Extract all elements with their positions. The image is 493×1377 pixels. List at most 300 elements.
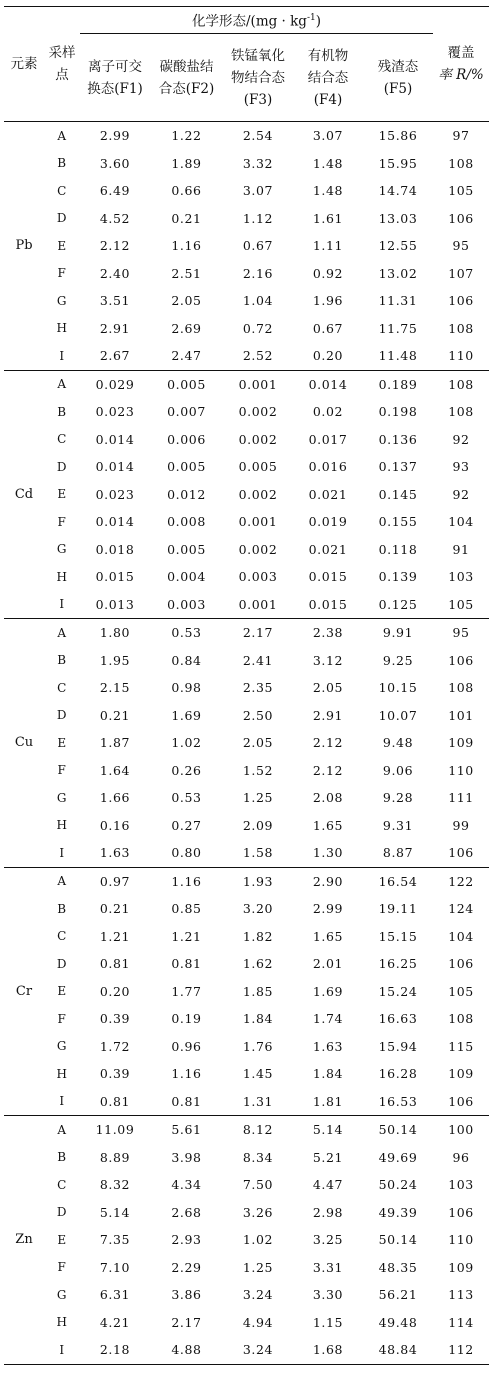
site-cell: F [57,266,67,281]
table-row [4,342,489,370]
col-header-f3 [223,34,293,122]
f3-cell: 1.25 [242,790,274,806]
f5-cell: 19.11 [378,901,418,917]
f1-cell: 0.21 [99,901,131,917]
f4-cell: 2.98 [312,1204,344,1220]
f2-cell: 1.22 [171,128,202,144]
coverage-cell: 109 [448,1259,474,1275]
site-cell: D [56,1205,68,1220]
site-cell: D [56,956,68,971]
f4-cell: 0.014 [293,370,363,398]
f5-cell: 49.48 [378,1314,418,1330]
f3-cell: 1.02 [242,1232,274,1248]
f3-cell: 1.58 [242,845,274,861]
f1-cell: 4.21 [99,1314,131,1330]
table-row [4,122,489,150]
f2-cell: 1.77 [171,983,202,999]
coverage-cell: 99 [452,817,470,833]
f3-cell: 3.20 [242,901,274,917]
coverage-cell: 114 [448,1314,474,1330]
f3-cell: 1.62 [242,956,274,972]
site-cell: C [57,432,67,447]
coverage-cell: 100 [433,1116,489,1144]
f5-cell: 50.24 [378,1177,418,1193]
f4-cell: 1.15 [312,1314,344,1330]
site-cell: I [59,597,65,612]
f3-cell: 0.002 [238,404,278,420]
f1-cell: 0.39 [99,1011,131,1027]
f1-cell: 1.66 [99,790,131,806]
f5-cell: 48.84 [378,1342,418,1358]
f2-cell: 0.007 [167,404,206,420]
f4-cell: 1.69 [312,983,344,999]
table-row [4,867,489,895]
site-cell: A [44,619,80,647]
f4-cell: 2.90 [293,867,363,895]
f3-cell: 2.09 [242,817,274,833]
f4-cell: 1.48 [312,183,344,199]
f1-cell: 1.72 [99,1038,131,1054]
f3-cell: 2.41 [242,652,274,668]
f2-cell: 0.98 [171,680,202,696]
f5-cell: 16.28 [378,1066,418,1082]
f1-cell: 0.018 [95,541,135,557]
f3-cell: 2.54 [242,128,274,144]
coverage-cell: 110 [448,1232,474,1248]
coverage-cell: 92 [452,486,470,502]
f2-cell: 0.005 [167,541,206,557]
f2-cell: 0.84 [171,652,202,668]
f2-cell: 0.53 [150,619,223,647]
site-cell: G [56,790,68,805]
f5-cell: 10.07 [378,707,418,723]
site-cell: D [56,459,68,474]
f5-cell: 50.14 [378,1232,418,1248]
f5-cell: 16.54 [363,867,433,895]
f3-cell: 3.07 [242,183,274,199]
coverage-cell: 110 [448,348,474,364]
site-cell: E [57,238,67,253]
f3-cell: 1.04 [242,293,274,309]
site-cell: G [56,1039,68,1054]
f5-cell: 13.03 [378,210,418,226]
table-row [4,978,489,1006]
f1-cell: 0.81 [99,1093,131,1109]
f4-cell: 5.14 [293,1116,363,1144]
f5-cell: 56.21 [378,1287,418,1303]
col-header-f1 [80,34,150,122]
col-header-f1-line1: 离子可交 [88,58,142,75]
coverage-cell: 103 [448,1177,474,1193]
f4-cell: 2.01 [312,956,344,972]
f5-cell: 15.95 [378,155,418,171]
coverage-cell: 103 [448,569,474,585]
f5-cell: 15.15 [378,928,418,944]
table-row [4,205,489,233]
site-cell: G [56,1287,68,1302]
table-row [4,1254,489,1282]
f3-cell: 2.35 [242,680,274,696]
table-row [4,950,489,978]
f1-cell: 0.97 [80,867,150,895]
f1-cell: 1.80 [80,619,150,647]
f3-cell: 1.84 [242,1011,274,1027]
table-row [4,1281,489,1309]
f4-cell: 1.96 [312,293,344,309]
site-cell: E [57,1232,67,1247]
f4-cell: 3.12 [312,652,344,668]
f3-cell: 4.94 [242,1314,274,1330]
coverage-cell: 105 [448,183,474,199]
f5-cell: 9.06 [382,762,414,778]
f1-cell: 0.20 [99,983,131,999]
f5-cell: 50.14 [363,1116,433,1144]
f2-cell: 5.61 [150,1116,223,1144]
f3-cell: 1.25 [242,1259,274,1275]
coverage-cell: 108 [448,680,474,696]
col-header-f2-line2: 合态(F2) [158,80,215,97]
element-cell: Zn [4,1116,44,1365]
f5-cell: 15.24 [378,983,418,999]
element-cell: Cd [4,370,44,619]
f5-cell: 0.139 [378,569,418,585]
f4-cell: 2.38 [293,619,363,647]
table-row [4,1336,489,1364]
coverage-cell: 106 [448,845,474,861]
table-row [4,1005,489,1033]
table-row [4,895,489,923]
f4-cell: 0.017 [308,431,348,447]
site-cell: H [56,321,68,336]
f2-cell: 0.008 [167,514,206,530]
f4-cell: 1.65 [312,817,344,833]
f4-cell: 0.67 [312,320,344,336]
element-cell: Cu [4,619,44,868]
table-row [4,563,489,591]
f1-cell: 0.015 [95,569,135,585]
f3-cell: 1.85 [242,983,274,999]
coverage-cell: 97 [452,128,470,144]
f2-cell: 4.88 [171,1342,202,1358]
f2-cell: 0.012 [167,486,206,502]
f1-cell: 1.87 [99,735,131,751]
f4-cell: 0.20 [312,348,344,364]
col-header-f4 [293,34,363,122]
site-cell: C [57,183,67,198]
f2-cell: 0.003 [167,596,206,612]
f4-cell: 4.47 [312,1177,344,1193]
col-header-chem-form [80,7,433,34]
f5-cell: 0.137 [378,459,418,475]
f4-cell: 2.12 [312,735,344,751]
site-cell: E [57,735,67,750]
f3-cell: 0.002 [238,431,278,447]
f2-cell: 1.21 [171,928,202,944]
table-row [4,1309,489,1337]
f4-cell: 1.81 [312,1093,344,1109]
f1-cell: 7.10 [99,1259,131,1275]
f1-cell: 2.99 [99,128,131,144]
f1-cell: 0.39 [99,1066,131,1082]
f1-cell: 1.64 [99,762,131,778]
f3-cell: 0.67 [242,238,274,254]
coverage-cell: 104 [448,514,474,530]
f3-cell: 0.72 [242,320,274,336]
f5-cell: 0.145 [378,486,418,502]
table-row [4,757,489,785]
f1-cell: 3.60 [99,155,131,171]
f5-cell: 9.31 [382,817,414,833]
col-header-site [44,7,80,122]
f4-cell: 1.65 [312,928,344,944]
site-cell: H [56,1066,68,1081]
f2-cell: 2.17 [171,1314,202,1330]
f2-cell: 0.81 [171,956,202,972]
f2-cell: 1.16 [150,867,223,895]
coverage-cell: 106 [448,1093,474,1109]
f4-cell: 5.21 [312,1149,344,1165]
col-header-element: 元素 [4,7,44,122]
coverage-cell: 108 [448,155,474,171]
f2-cell: 2.47 [171,348,202,364]
f3-cell: 0.003 [238,569,278,585]
f5-cell: 11.31 [378,293,418,309]
f2-cell: 1.02 [171,735,202,751]
f3-cell: 3.24 [242,1342,274,1358]
f1-cell: 0.014 [95,514,135,530]
table-row [4,453,489,481]
f3-cell: 1.12 [242,210,274,226]
site-cell: C [57,1177,67,1192]
f5-cell: 9.28 [382,790,414,806]
f4-cell: 0.92 [312,265,344,281]
f2-cell: 2.93 [171,1232,202,1248]
coverage-cell: 92 [452,431,470,447]
col-header-coverage-line2: 率 R/% [438,67,484,83]
table-row [4,647,489,675]
f4-cell: 0.016 [308,459,348,475]
table-row [4,287,489,315]
f3-cell: 8.12 [223,1116,293,1144]
f1-cell: 3.51 [99,293,131,309]
f4-cell: 1.74 [312,1011,344,1027]
f3-cell: 1.82 [242,928,274,944]
chem-form-text: 化学形态/(mg · kg [192,13,307,30]
site-cell: C [57,929,67,944]
site-cell: B [57,156,67,171]
f5-cell: 9.25 [382,652,414,668]
f3-cell: 1.45 [242,1066,274,1082]
f3-cell: 0.001 [223,370,293,398]
f5-cell: 0.118 [378,541,418,557]
site-cell: H [56,569,68,584]
coverage-cell: 104 [448,928,474,944]
site-cell: G [56,542,68,557]
site-cell: A [44,867,80,895]
f4-cell: 0.019 [308,514,348,530]
f1-cell: 0.023 [95,486,135,502]
f1-cell: 7.35 [99,1232,131,1248]
site-cell: C [57,680,67,695]
table-row [4,674,489,702]
table-row [4,591,489,619]
table-row [4,1060,489,1088]
table-row [4,1116,489,1144]
coverage-cell: 113 [448,1287,474,1303]
f1-cell: 2.40 [99,265,131,281]
f3-cell: 7.50 [242,1177,274,1193]
site-cell: F [57,763,67,778]
f3-cell: 0.001 [238,514,278,530]
f1-cell: 1.63 [99,845,131,861]
coverage-cell: 105 [448,983,474,999]
chem-form-close: ) [315,13,322,30]
site-cell: D [56,708,68,723]
f2-cell: 0.005 [167,459,206,475]
f2-cell: 1.16 [171,238,202,254]
f4-cell: 3.31 [312,1259,344,1275]
col-header-site-line2: 点 [55,67,69,83]
f2-cell: 0.66 [171,183,202,199]
f2-cell: 0.26 [171,762,202,778]
f1-cell: 4.52 [99,210,131,226]
site-cell: G [56,293,68,308]
f1-cell: 0.21 [99,707,131,723]
f1-cell: 8.89 [99,1149,131,1165]
f2-cell: 0.53 [171,790,202,806]
col-header-coverage [433,7,489,122]
f2-cell: 0.19 [171,1011,202,1027]
f4-cell: 1.48 [312,155,344,171]
f3-cell: 1.76 [242,1038,274,1054]
coverage-cell: 106 [448,293,474,309]
coverage-cell: 105 [448,596,474,612]
site-cell: F [57,1260,67,1275]
f5-cell: 10.15 [378,680,418,696]
f4-cell: 2.05 [312,680,344,696]
f2-cell: 0.96 [171,1038,202,1054]
site-cell: B [57,1150,67,1165]
site-cell: A [57,128,67,143]
col-header-f3-line2: 物结合态 [231,69,285,86]
f2-cell: 2.69 [171,320,202,336]
table-row [4,839,489,867]
coverage-cell: 96 [452,1149,470,1165]
f2-cell: 0.81 [171,1093,202,1109]
f1-cell: 0.013 [95,596,135,612]
table-row [4,370,489,398]
f4-cell: 3.25 [312,1232,344,1248]
f5-cell: 15.86 [378,128,418,144]
coverage-cell: 91 [452,541,470,557]
f4-cell: 2.91 [312,707,344,723]
f2-cell: 0.21 [171,210,202,226]
f5-cell: 12.55 [378,238,418,254]
f2-cell: 0.004 [167,569,206,585]
f4-cell: 1.61 [312,210,344,226]
table-row [4,1033,489,1061]
f1-cell: 1.21 [99,928,131,944]
coverage-cell: 106 [448,1204,474,1220]
element-cell: Cr [4,867,44,1116]
col-header-coverage-line1: 覆盖 [447,45,475,61]
table-row [4,177,489,205]
f4-cell: 2.12 [312,762,344,778]
f4-cell: 0.021 [308,541,348,557]
coverage-cell: 115 [448,1038,474,1054]
f2-cell: 2.51 [171,265,202,281]
f4-cell: 0.021 [308,486,348,502]
table-row [4,398,489,426]
table-row [4,784,489,812]
f1-cell: 6.31 [99,1287,131,1303]
f2-cell: 0.85 [171,901,202,917]
f1-cell: 8.32 [99,1177,131,1193]
table-row [4,481,489,509]
f2-cell: 0.006 [167,431,206,447]
f1-cell: 2.91 [99,320,131,336]
f3-cell: 1.93 [223,867,293,895]
f5-cell: 0.155 [378,514,418,530]
site-cell: I [59,1342,65,1357]
f3-cell: 0.001 [238,596,278,612]
f4-cell: 1.68 [312,1342,344,1358]
coverage-cell: 95 [433,619,489,647]
col-header-f4-line2: 结合态 [307,69,349,86]
f5-cell: 13.02 [378,265,418,281]
f2-cell: 2.68 [171,1204,202,1220]
f5-cell: 9.91 [363,619,433,647]
f3-cell: 3.24 [242,1287,274,1303]
f4-cell: 0.02 [312,404,344,420]
table-row [4,729,489,757]
table-row [4,315,489,343]
table-row [4,1199,489,1227]
site-cell: D [56,211,68,226]
table-body [4,122,489,1365]
f1-cell: 11.09 [80,1116,150,1144]
f1-cell: 6.49 [99,183,131,199]
f5-cell: 11.75 [378,320,418,336]
f3-cell: 2.52 [242,348,274,364]
f4-cell: 1.84 [312,1066,344,1082]
table-row [4,426,489,454]
f4-cell: 2.08 [312,790,344,806]
f2-cell: 1.69 [171,707,202,723]
table-row [4,923,489,951]
col-header-f5-line2: (F5) [383,80,413,97]
col-header-f2 [150,34,223,122]
f3-cell: 2.05 [242,735,274,751]
f5-cell: 9.48 [382,735,414,751]
table-row [4,150,489,178]
coverage-cell: 95 [452,238,470,254]
f3-cell: 0.005 [238,459,278,475]
col-header-f5-line1: 残渣态 [377,58,419,75]
f5-cell: 11.48 [378,348,418,364]
f3-cell: 1.52 [242,762,274,778]
table-row [4,702,489,730]
f2-cell: 0.005 [150,370,223,398]
col-header-f4-line1: 有机物 [307,47,349,64]
table-row [4,536,489,564]
table-row [4,619,489,647]
f1-cell: 0.16 [99,817,131,833]
f1-cell: 2.12 [99,238,131,254]
f1-cell: 2.67 [99,348,131,364]
f1-cell: 0.029 [80,370,150,398]
site-cell: F [57,514,67,529]
